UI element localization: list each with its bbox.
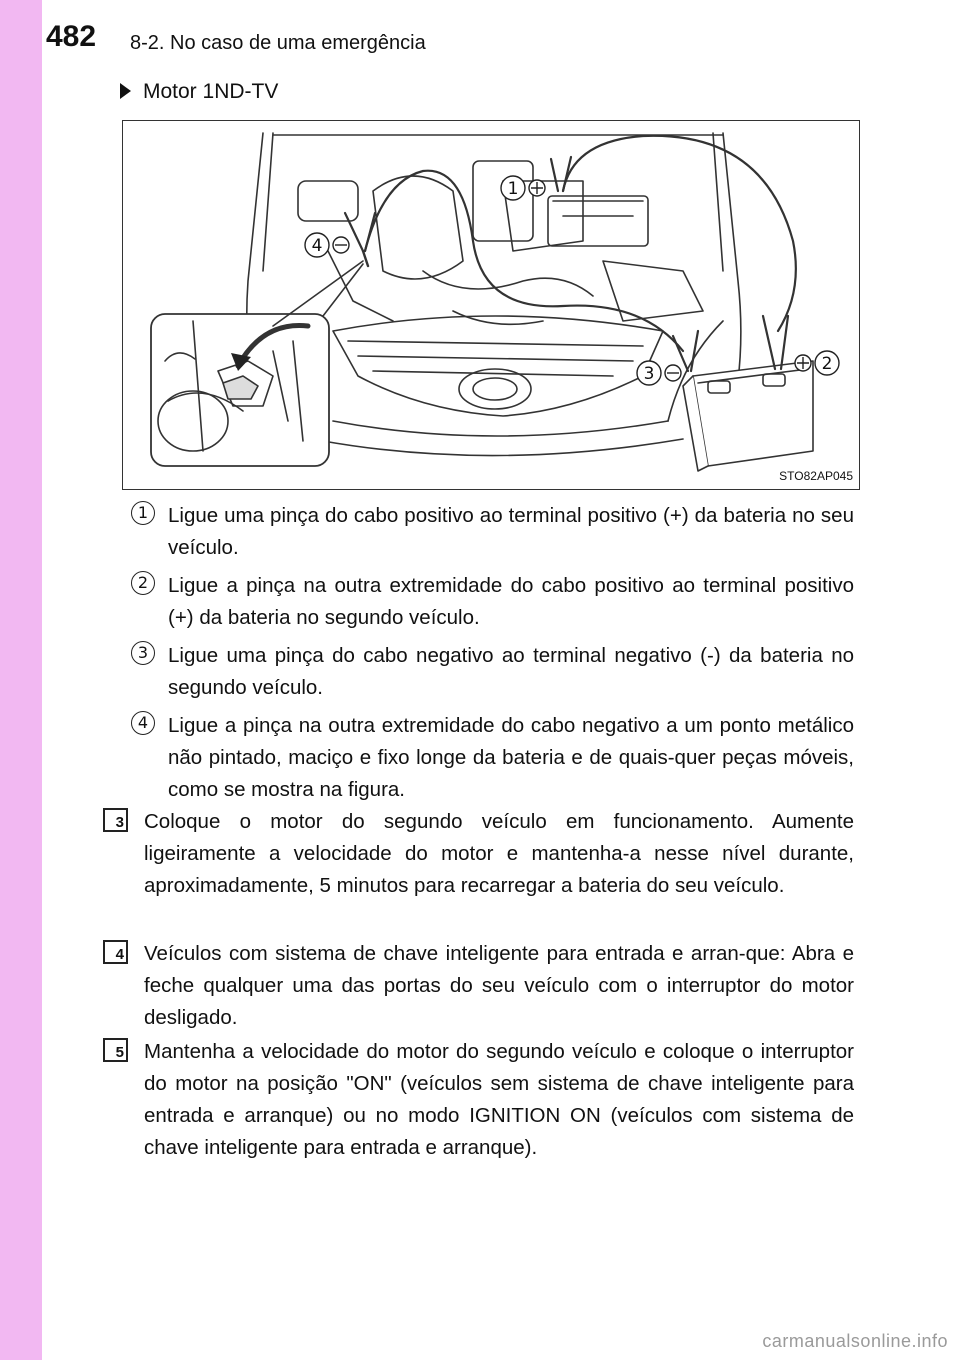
subheading-text: Motor 1ND-TV	[143, 80, 279, 103]
engine-illustration	[123, 121, 858, 488]
section-title: 8-2. No caso de uma emergência	[130, 32, 426, 54]
watermark: carmanualsonline.info	[762, 1331, 948, 1351]
figure-code: STO82AP045	[779, 469, 853, 483]
callout-4-label: 4	[311, 236, 323, 256]
callout-2-label: 2	[821, 354, 833, 374]
sub-step-1-text: Ligue uma pinça do cabo positivo ao terminal positivo (+) da bateria no seu veículo.	[168, 504, 854, 559]
sub-step-4-number: 4	[131, 711, 155, 735]
sub-step-2-number: 2	[131, 571, 155, 595]
callout-1-label: 1	[507, 179, 519, 199]
callout-2	[795, 351, 839, 375]
step-5-number	[103, 1038, 128, 1062]
sub-step-2-text: Ligue a pinça na outra extremidade do cabo positivo ao terminal positivo (+) da bateria no segundo veículo.	[168, 574, 854, 629]
positive-cable	[563, 136, 796, 331]
callout-3-label: 3	[643, 364, 655, 384]
subheading	[120, 80, 278, 104]
callout-4	[305, 233, 349, 257]
engine-jumper-figure	[122, 120, 860, 490]
callout-3	[637, 361, 681, 385]
sub-step-3-number: 3	[131, 641, 155, 665]
callout-1	[501, 176, 545, 200]
step-3-number-label: 3	[115, 814, 124, 831]
step-5-number-label: 5	[115, 1044, 124, 1061]
grille	[333, 316, 663, 416]
sub-step-1-number: 1	[131, 501, 155, 525]
sub-step-3-text: Ligue uma pinça do cabo negativo ao terminal negativo (-) da bateria no segundo veículo.	[168, 644, 854, 699]
triangle-bullet-icon	[120, 83, 131, 99]
step-3-text: Coloque o motor do segundo veículo em funcionamento. Aumente ligeiramente a velocidade do motor e mantenha-a nesse nível durante, aproximadamente, 5 minutos para recarregar a bateria do seu veículo.	[144, 810, 854, 897]
sub-step-4-text: Ligue a pinça na outra extremidade do cabo negativo a um ponto metálico não pintado, maciço e fixo longe da bateria e de quais-quer peças móveis, como se mostra na figura.	[168, 714, 854, 801]
step-4-number-label: 4	[115, 946, 124, 963]
step-5-text: Mantenha a velocidade do motor do segundo veículo e coloque o interruptor do motor na posição "ON" (veículos sem sistema de chave inteligente para entrada e arranque) ou no modo IGNITION ON (veículos com sistema de chave inteligente para entrada e arranque).	[144, 1040, 854, 1159]
page-edge-tab	[0, 0, 42, 1360]
page-number: 482	[46, 20, 97, 53]
step-4-number	[103, 940, 128, 964]
step-3-number	[103, 808, 128, 832]
step-4-text: Veículos com sistema de chave inteligente para entrada e arran-que: Abra e feche qualquer uma das portas do seu veículo com o interruptor do motor desligado.	[144, 942, 854, 1029]
